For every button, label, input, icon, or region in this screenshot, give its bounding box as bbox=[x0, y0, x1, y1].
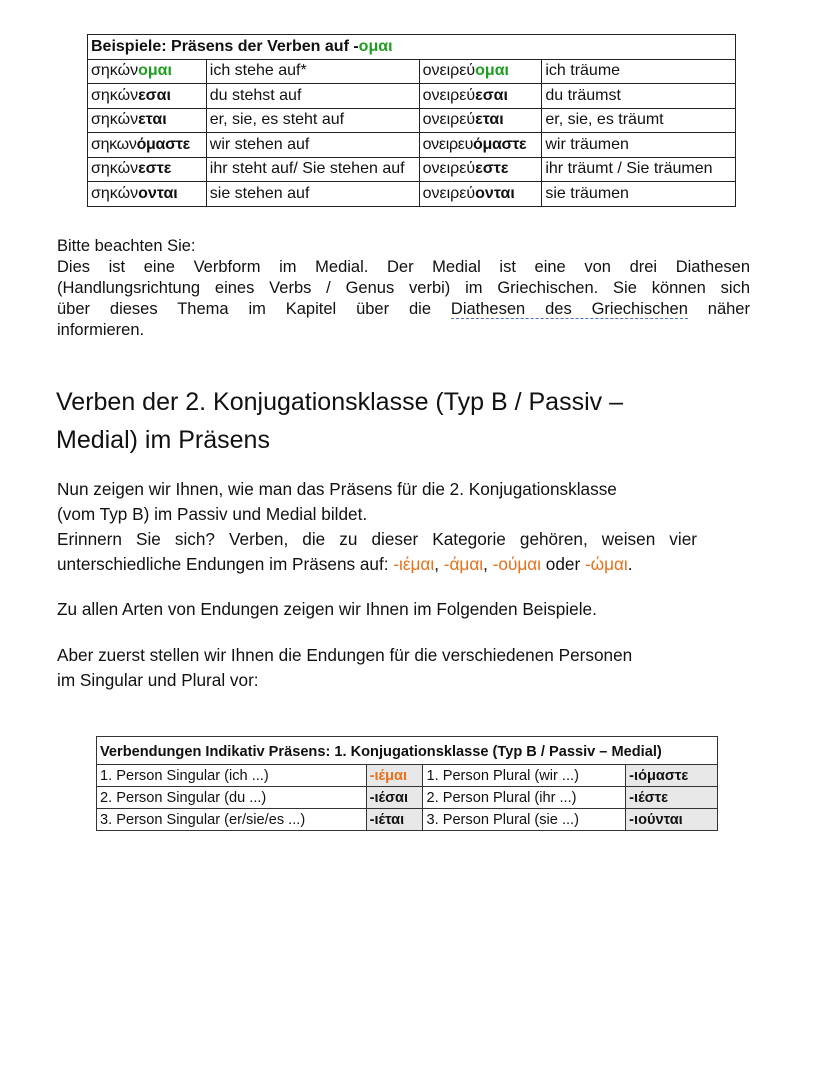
translation: ich stehe auf* bbox=[206, 59, 419, 84]
verb-form: ονειρεύεσαι bbox=[419, 84, 542, 109]
table-row bbox=[88, 59, 736, 84]
translation: sie träumen bbox=[542, 182, 736, 207]
table-row bbox=[88, 108, 736, 133]
person-label: 1. Person Singular (ich ...) bbox=[97, 765, 367, 787]
table-row bbox=[97, 765, 718, 787]
ending: -ιούνται bbox=[626, 809, 718, 831]
table-header-row bbox=[97, 737, 718, 765]
present-tense-examples-table bbox=[87, 34, 736, 207]
note-title: Bitte beachten Sie: bbox=[57, 237, 196, 255]
verb-form: ονειρεύεται bbox=[419, 108, 542, 133]
verb-form: σηκωνόμαστε bbox=[88, 133, 207, 158]
verb-form: σηκώνομαι bbox=[88, 59, 207, 84]
note-line: Dies ist eine Verbform im Medial. Der Medial ist eine von drei Diathesen bbox=[57, 258, 750, 276]
translation: du träumst bbox=[542, 84, 736, 109]
translation: sie stehen auf bbox=[206, 182, 419, 207]
person-label: 2. Person Plural (ihr ...) bbox=[423, 787, 626, 809]
note-line: informieren. bbox=[57, 321, 145, 339]
diathesen-link[interactable]: Diathesen des Griechischen bbox=[450, 300, 688, 318]
endings-line: unterschiedliche Endungen im Präsens auf: -ιέμαι, -άμαι, -ούμαι oder -ώμαι. bbox=[57, 554, 633, 574]
ending-ome: -ώμαι bbox=[584, 554, 628, 574]
verb-form: ονειρεύονται bbox=[419, 182, 542, 207]
table-row bbox=[97, 809, 718, 831]
note-line: (Handlungsrichtung eines Verbs / Genus verbi) im Griechischen. Sie können sich bbox=[57, 279, 750, 297]
verb-form: σηκώνεται bbox=[88, 108, 207, 133]
translation: du stehst auf bbox=[206, 84, 419, 109]
translation: er, sie, es steht auf bbox=[206, 108, 419, 133]
translation: wir träumen bbox=[542, 133, 736, 158]
translation: ich träume bbox=[542, 59, 736, 84]
verb-form: ονειρεύομαι bbox=[419, 59, 542, 84]
intro-paragraph: Nun zeigen wir Ihnen, wie man das Präsens für die 2. Konjugationsklasse (vom Typ B) im Passiv und Medial bildet. Erinnern Sie sich? Verben, die zu dieser Kategorie gehören, weisen vier unterschiedliche Endungen im Präsens auf: -ιέμαι, -άμαι, -ούμαι oder -ώμαι. bbox=[57, 477, 697, 577]
table-title: Verbendungen Indikativ Präsens: 1. Konjugationsklasse (Typ B / Passiv – Medial) bbox=[97, 737, 718, 765]
translation: wir stehen auf bbox=[206, 133, 419, 158]
table-row bbox=[97, 787, 718, 809]
table-row bbox=[88, 84, 736, 109]
table-title: Beispiele: Präsens der Verben auf -ομαι bbox=[88, 35, 736, 60]
person-label: 3. Person Plural (sie ...) bbox=[423, 809, 626, 831]
translation: ihr träumt / Sie träumen bbox=[542, 157, 736, 182]
table-row bbox=[88, 133, 736, 158]
endings-intro-paragraph: Aber zuerst stellen wir Ihnen die Endungen für die verschiedenen Personen im Singular und Plural vor: bbox=[57, 645, 633, 690]
section-heading: Verben der 2. Konjugationsklasse (Typ B / Passiv – Medial) im Präsens bbox=[56, 388, 623, 454]
verb-form: σηκώνονται bbox=[88, 182, 207, 207]
table-row bbox=[88, 157, 736, 182]
table-row bbox=[88, 182, 736, 207]
person-label: 1. Person Plural (wir ...) bbox=[423, 765, 626, 787]
ending: -ιόμαστε bbox=[626, 765, 718, 787]
ending-oume: -ούμαι bbox=[492, 554, 541, 574]
person-label: 3. Person Singular (er/sie/es ...) bbox=[97, 809, 367, 831]
translation: er, sie, es träumt bbox=[542, 108, 736, 133]
note-block bbox=[57, 236, 750, 341]
ending: -ιέσαι bbox=[366, 787, 423, 809]
ending: -ιέστε bbox=[626, 787, 718, 809]
ending: -ιέμαι bbox=[366, 765, 423, 787]
verb-form: ονειρεύεστε bbox=[419, 157, 542, 182]
ending: -ιέται bbox=[366, 809, 423, 831]
table-header-row bbox=[88, 35, 736, 60]
examples-paragraph: Zu allen Arten von Endungen zeigen wir Ihnen im Folgenden Beispiele. bbox=[57, 599, 597, 619]
note-line: über dieses Thema im Kapitel über die Diathesen des Griechischen näher bbox=[57, 300, 750, 318]
ending-ame: -άμαι bbox=[443, 554, 484, 574]
translation: ihr steht auf/ Sie stehen auf bbox=[206, 157, 419, 182]
verb-form: σηκώνεσαι bbox=[88, 84, 207, 109]
verb-endings-table bbox=[96, 736, 718, 831]
verb-form: ονειρευόμαστε bbox=[419, 133, 542, 158]
person-label: 2. Person Singular (du ...) bbox=[97, 787, 367, 809]
ending-ieme: -ιέμαι bbox=[393, 554, 435, 574]
verb-form: σηκώνεστε bbox=[88, 157, 207, 182]
